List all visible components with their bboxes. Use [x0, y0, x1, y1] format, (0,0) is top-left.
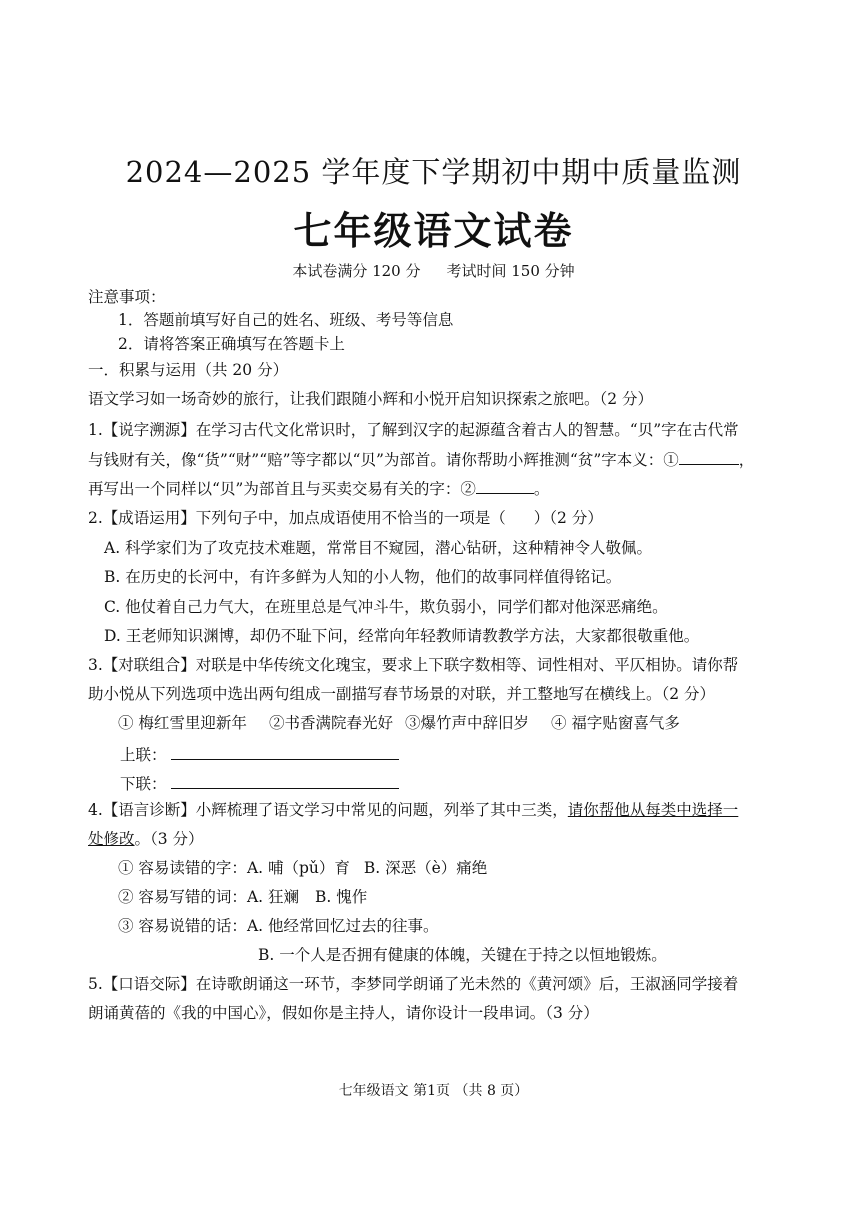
- note-item-1: 1．答题前填写好自己的姓名、班级、考号等信息: [118, 311, 454, 329]
- q3-lower-couplet: [120, 772, 399, 794]
- q4-line2: [88, 829, 204, 849]
- q3-choice-2: ②书香满院春光好: [268, 714, 393, 732]
- q2-stem: [88, 508, 603, 528]
- q4-row3: [118, 916, 439, 936]
- q5-line1: 5.【口语交际】在诗歌朗诵这一环节，李梦同学朗诵了光未然的《黄河颂》后，王淑涵同学接着: [88, 975, 739, 993]
- q4-row3-label: ③ 容易说错的话：: [118, 917, 247, 935]
- exam-time: 考试时间 150 分钟: [446, 262, 575, 280]
- q4-row3-b: B. 一个人是否拥有健康的体魄，关键在于持之以恒地锻炼。: [258, 946, 667, 964]
- q1-line3-end: 。: [533, 480, 550, 498]
- note-item-2: 2．请将答案正确填写在答题卡上: [118, 335, 345, 353]
- q4-row1: [118, 858, 487, 878]
- q4-row3-a: A. 他经常回忆过去的往事。: [246, 917, 439, 935]
- lower-couplet-line[interactable]: [171, 772, 399, 789]
- q4-row2-b: B. 愧作: [315, 888, 368, 906]
- q2-option-c: C. 他仗着自己力气大，在班里总是气冲斗牛，欺负弱小，同学们都对他深恶痛绝。: [104, 598, 668, 616]
- exam-meta: [0, 260, 867, 281]
- q4-line2-score: 。（3 分）: [134, 830, 204, 848]
- q2-stem-score: ）（2 分）: [533, 509, 603, 527]
- upper-label: 上联：: [120, 746, 167, 764]
- q1-line1: 1.【说字溯源】在学习古代文化常识时，了解到汉字的起源蕴含着古人的智慧。“贝”字在古代常: [88, 421, 739, 439]
- q3-line2: 助小悦从下列选项中选出两句组成一副描写春节场景的对联，并工整地写在横线上。（2 分）: [88, 685, 716, 703]
- q3-upper-couplet: [120, 743, 399, 765]
- q1-line2-end: ，: [738, 451, 755, 469]
- q3-choice-3: ③爆竹声中辞旧岁: [404, 714, 529, 732]
- q4-row2-a: A. 狂斓: [246, 888, 299, 906]
- q4-row1-label: ① 容易读错的字：: [118, 859, 247, 877]
- exam-title: 2024—2025 学年度下学期初中期中质量监测: [125, 155, 742, 189]
- q5-line2: 朗诵黄蓓的《我的中国心》，假如你是主持人，请你设计一段串词。（3 分）: [88, 1004, 599, 1022]
- page-footer: 七年级语文 第1页 （共 8 页）: [338, 1083, 529, 1099]
- q4-line1-underlined: 请你帮他从每类中选择一: [567, 801, 739, 819]
- q1-line2: [88, 450, 754, 470]
- q4-row1-a: A. 哺（pǔ）育: [246, 859, 350, 877]
- q4-line1-text: 4.【语言诊断】小辉梳理了语文学习中常见的问题，列举了其中三类，: [88, 801, 568, 819]
- answer-blank-2[interactable]: [476, 479, 534, 494]
- answer-blank-1[interactable]: [679, 450, 739, 465]
- notes-heading: 注意事项：: [88, 288, 166, 306]
- section1-intro: 语文学习如一场奇妙的旅行，让我们跟随小辉和小悦开启知识探索之旅吧。（2 分）: [88, 390, 654, 408]
- q1-line3-text: 再写出一个同样以“贝”为部首且与买卖交易有关的字：②: [88, 480, 476, 498]
- lower-label: 下联：: [120, 775, 167, 793]
- q2-option-b: B. 在历史的长河中，有许多鲜为人知的小人物，他们的故事同样值得铭记。: [104, 568, 622, 586]
- q4-line2-underlined: 处修改: [88, 830, 135, 848]
- full-score: 本试卷满分 120 分: [292, 262, 421, 280]
- q4-line1: [88, 800, 738, 820]
- q4-row2-label: ② 容易写错的词：: [118, 888, 247, 906]
- q1-line3: [88, 479, 549, 499]
- q3-choices: [118, 713, 680, 733]
- q2-option-d: D. 王老师知识渊博，却仍不耻下问，经常向年轻教师请教教学方法，大家都很敬重他。: [104, 627, 700, 645]
- exam-subtitle: 七年级语文试卷: [293, 208, 574, 253]
- q1-line2-text: 与钱财有关，像“货”“财”“赔”等字都以“贝”为部首。请你帮助小辉推测“贫”字本义：①: [88, 451, 679, 469]
- q3-choice-1: ① 梅红雪里迎新年: [118, 714, 247, 732]
- section1-heading: 一．积累与运用（共 20 分）: [88, 361, 289, 379]
- q4-row1-b: B. 深恶（è）痛绝: [363, 859, 488, 877]
- q3-line1: 3.【对联组合】对联是中华传统文化瑰宝，要求上下联字数相等、词性相对、平仄相协。请你帮: [88, 656, 739, 674]
- q2-option-a: A. 科学家们为了攻克技术难题，常常目不窥园，潜心钻研，这种精神令人敬佩。: [104, 539, 653, 557]
- q4-row2: [118, 887, 367, 907]
- upper-couplet-line[interactable]: [171, 743, 399, 760]
- q2-stem-text: 2.【成语运用】下列句子中，加点成语使用不恰当的一项是（: [88, 509, 506, 527]
- q3-choice-4: ④ 福字贴窗喜气多: [550, 714, 680, 732]
